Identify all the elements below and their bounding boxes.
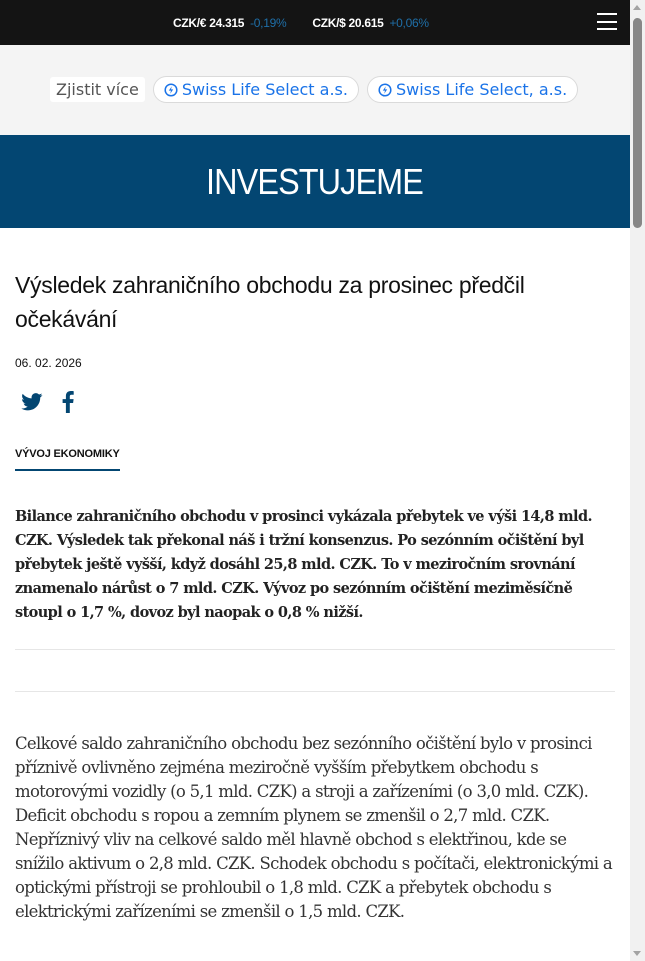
divider: [15, 649, 615, 650]
article-lead: Bilance zahraničního obchodu v prosinci vykázala přebytek ve výši 14,8 mld. CZK. Výsledek tak překonal náš i tržní konsenzus. Po sezónním očištění byl přebytek ještě vyšší, když dosáhl 25,8 mld. CZK. To v meziročním srovnání znamenalo nárůst o 7 mld. CZK. Vývoz po sezónním očištění meziměsíčně stoupl o 1,7 %, dovoz byl naopak o 0,8 % nižší.: [15, 508, 592, 621]
facebook-icon[interactable]: [62, 391, 74, 413]
promo-row: [50, 76, 578, 103]
promo-link-1[interactable]: [153, 76, 359, 103]
top-bar: [0, 0, 630, 45]
share-buttons: [15, 390, 615, 414]
rate-eur: [173, 16, 286, 30]
article-date: 06. 02. 2026: [15, 356, 82, 370]
brand-banner: [0, 135, 630, 228]
rate-usd: [312, 16, 428, 30]
promo-link-2-label: Swiss Life Select, a.s.: [395, 80, 568, 99]
twitter-icon[interactable]: [21, 393, 43, 411]
category-tag[interactable]: VÝVOJ EKONOMIKY: [15, 448, 120, 471]
promo-bar: [0, 45, 630, 135]
site-logo[interactable]: INVESTUJEME: [206, 160, 424, 202]
promo-label: Zjistit více: [50, 77, 145, 102]
scrollbar-thumb[interactable]: [633, 18, 642, 228]
article: [0, 268, 630, 924]
lightning-circle-icon: [164, 83, 178, 97]
rate-usd-change: +0,06%: [389, 15, 429, 30]
scrollbar[interactable]: [630, 0, 645, 961]
lightning-circle-icon: [378, 83, 392, 97]
scroll-down-arrow-icon[interactable]: [633, 951, 641, 956]
article-body: Celkové saldo zahraničního obchodu bez sezónního očištění bylo v prosinci příznivě ovlivněno zejména meziročně vyšším přebytkem obchodu s motorovými vozidly (o 5,1 mld. CZK) a stroji a zařízeními (o 3,0 mld. CZK). Deficit obchodu s ropou a zemním plynem se zmenšil o 2,7 mld. CZK. Nepříznivý vliv na celkové saldo měl hlavně obchod s elektřinou, kde se snížilo aktivum o 2,8 mld. CZK. Schodek obchodu s počítači, elektronickými a optickými přístroji se prohloubil o 1,8 mld. CZK a přebytek obchodu s elektrickými zařízeními se zmenšil o 1,5 mld. CZK.: [15, 734, 613, 921]
rate-usd-value: CZK/$ 20.615: [312, 15, 384, 30]
promo-link-1-label: Swiss Life Select a.s.: [181, 80, 348, 99]
scroll-up-arrow-icon[interactable]: [633, 5, 641, 10]
rate-eur-change: -0,19%: [250, 15, 287, 30]
article-title: Výsledek zahraničního obchodu za prosinec předčil očekávání: [15, 272, 525, 332]
hamburger-menu-icon[interactable]: [597, 13, 617, 30]
exchange-rates: [173, 0, 429, 45]
promo-link-2[interactable]: [367, 76, 578, 103]
rate-eur-value: CZK/€ 24.315: [173, 15, 245, 30]
divider: [15, 691, 615, 692]
